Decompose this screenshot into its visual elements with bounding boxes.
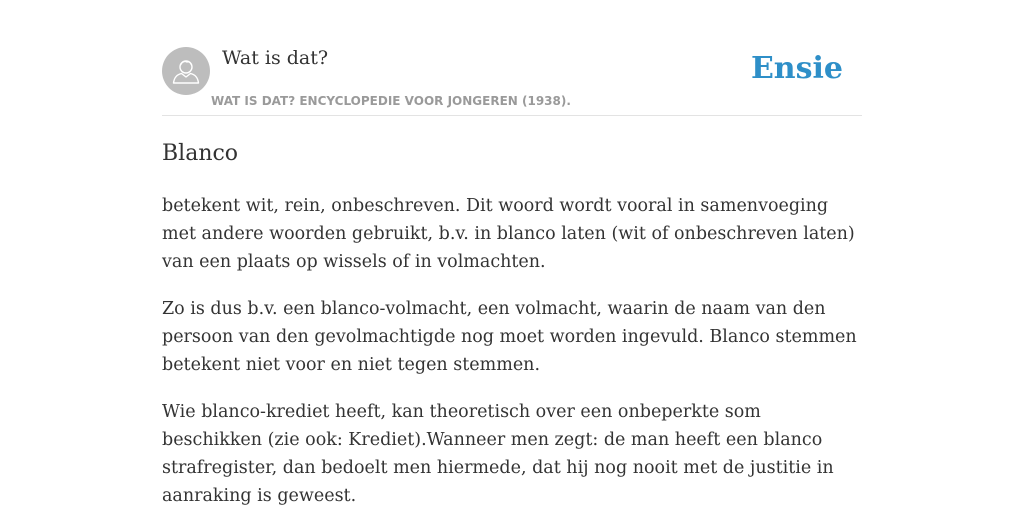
article-paragraph: Wie blanco-krediet heeft, kan theoretisch over een onbeperkte som beschikken (zie ook: Krediet).Wanneer men zegt: de man heeft een blanco strafregister, dan bedoelt men hiermede, dat hij nog nooit met de justitie in aanraking is geweest. (162, 402, 834, 506)
header-divider (162, 115, 862, 116)
article-paragraph: Zo is dus b.v. een blanco-volmacht, een volmacht, waarin de naam van den persoon van den gevolmachtigde nog moet worden ingevuld. Blanco stemmen betekent niet voor en niet tegen stemmen. (162, 299, 857, 375)
source-title[interactable]: Wat is dat? (222, 47, 329, 69)
brand-logo[interactable]: Ensie (750, 51, 843, 86)
avatar[interactable] (162, 47, 210, 95)
article-term: Blanco (162, 141, 239, 166)
article-paragraph: betekent wit, rein, onbeschreven. Dit woord wordt vooral in samenvoeging met andere woorden gebruikt, b.v. in blanco laten (wit of onbeschreven laten) van een plaats op wissels of in volmachten. (162, 196, 855, 272)
user-silhouette-icon (162, 47, 210, 95)
source-subtitle[interactable]: WAT IS DAT? ENCYCLOPEDIE VOOR JONGEREN (1938). (211, 94, 571, 108)
article-body (162, 192, 862, 512)
